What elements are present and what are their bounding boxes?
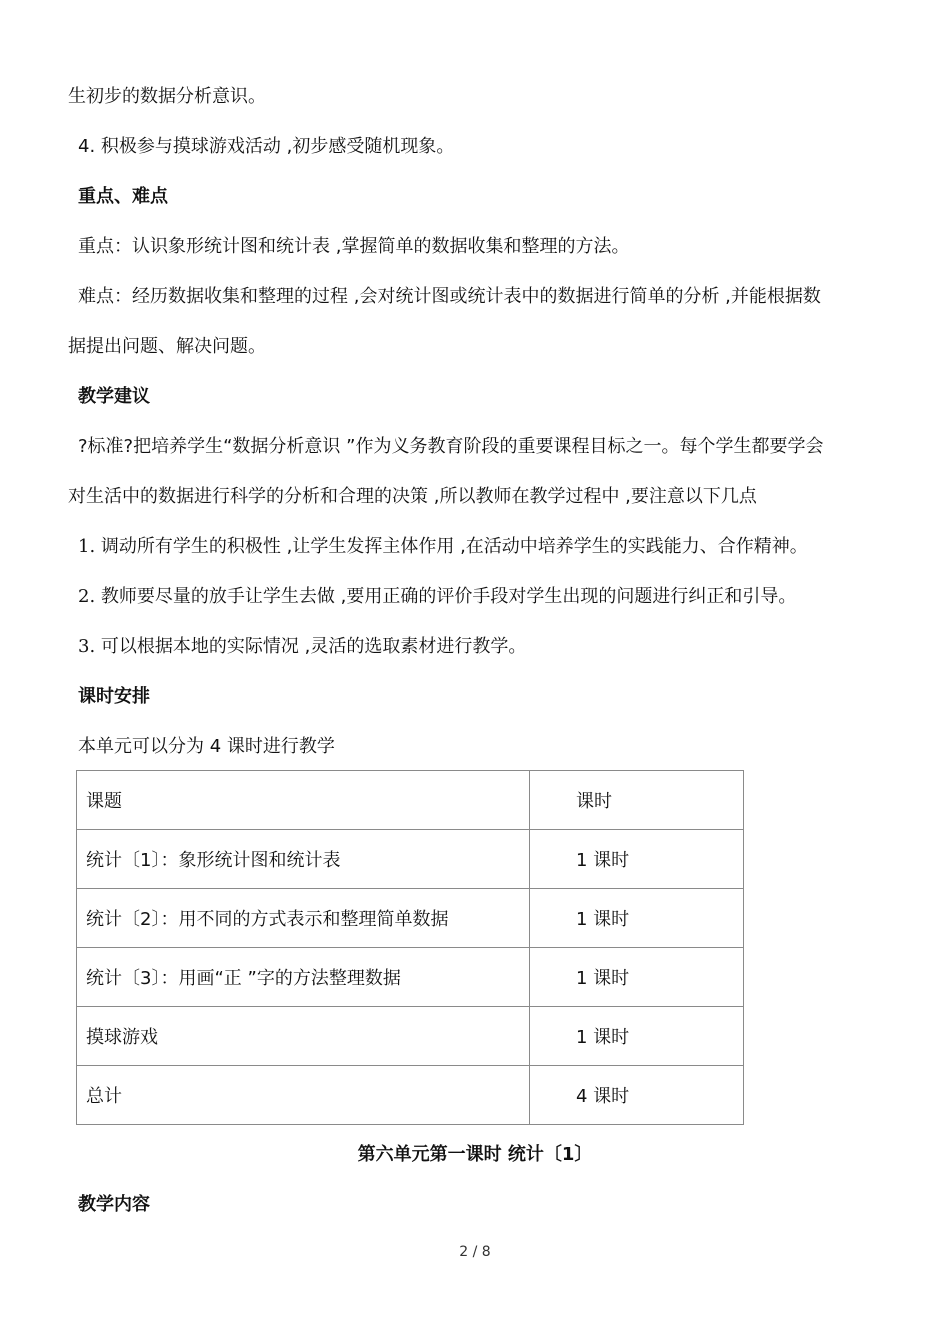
table-cell-topic: 统计〔1〕：象形统计图和统计表 [77, 830, 530, 889]
table-cell-hours: 1 课时 [530, 889, 744, 948]
table-header-row [77, 771, 744, 830]
list-number: 2. [78, 586, 96, 607]
table-cell-hours: 1 课时 [530, 1007, 744, 1066]
difficulty-text-line1: 难点：经历数据收集和整理的过程 ,会对统计图或统计表中的数据进行简单的分析 ,并能根据数 [78, 286, 821, 307]
lesson-title: 第六单元第一课时 统计〔1〕 [357, 1144, 593, 1165]
table-cell-hours: 4 课时 [530, 1066, 744, 1125]
table-cell-topic: 总计 [77, 1066, 530, 1125]
table-row [77, 830, 744, 889]
advice-text-line1: ?标准?把培养学生“数据分析意识 ”作为义务教育阶段的重要课程目标之一。每个学生都要学会 [78, 436, 824, 457]
objective-item-4: 4. 积极参与摸球游戏活动 ,初步感受随机现象。 [78, 136, 455, 157]
schedule-table [76, 770, 744, 1125]
table-row [77, 1007, 744, 1066]
table-cell-hours: 1 课时 [530, 948, 744, 1007]
section-heading-key-points: 重点、难点 [78, 186, 168, 207]
table-cell-topic: 统计〔2〕：用不同的方式表示和整理简单数据 [77, 889, 530, 948]
list-text: 教师要尽量的放手让学生去做 ,要用正确的评价手段对学生出现的问题进行纠正和引导。 [100, 586, 797, 607]
page-number: 2 / 8 [459, 1244, 491, 1260]
section-heading-teaching-content: 教学内容 [78, 1194, 150, 1215]
section-heading-schedule: 课时安排 [78, 686, 150, 707]
table-cell-topic: 统计〔3〕：用画“正 ”字的方法整理数据 [77, 948, 530, 1007]
table-header-cell: 课题 [77, 771, 530, 830]
table-header-cell: 课时 [530, 771, 744, 830]
list-text: 调动所有学生的积极性 ,让学生发挥主体作用 ,在活动中培养学生的实践能力、合作精神。 [100, 536, 808, 557]
list-number: 3. [78, 636, 96, 657]
advice-item-1 [78, 534, 808, 560]
table-row [77, 889, 744, 948]
table-cell-topic: 摸球游戏 [77, 1007, 530, 1066]
schedule-intro: 本单元可以分为 4 课时进行教学 [78, 736, 335, 757]
table-cell-hours: 1 课时 [530, 830, 744, 889]
paragraph-text: 生初步的数据分析意识。 [68, 86, 266, 107]
list-number: 1. [78, 536, 96, 557]
table-row [77, 948, 744, 1007]
advice-item-2 [78, 584, 796, 610]
advice-item-3 [78, 634, 526, 660]
list-text: 可以根据本地的实际情况 ,灵活的选取素材进行教学。 [100, 636, 527, 657]
section-heading-teaching-advice: 教学建议 [78, 386, 150, 407]
difficulty-text-line2: 据提出问题、解决问题。 [68, 336, 266, 357]
advice-text-line2: 对生活中的数据进行科学的分析和合理的决策 ,所以教师在教学过程中 ,要注意以下几点 [68, 486, 757, 507]
key-point-text: 重点：认识象形统计图和统计表 ,掌握简单的数据收集和整理的方法。 [78, 236, 630, 257]
table-row [77, 1066, 744, 1125]
